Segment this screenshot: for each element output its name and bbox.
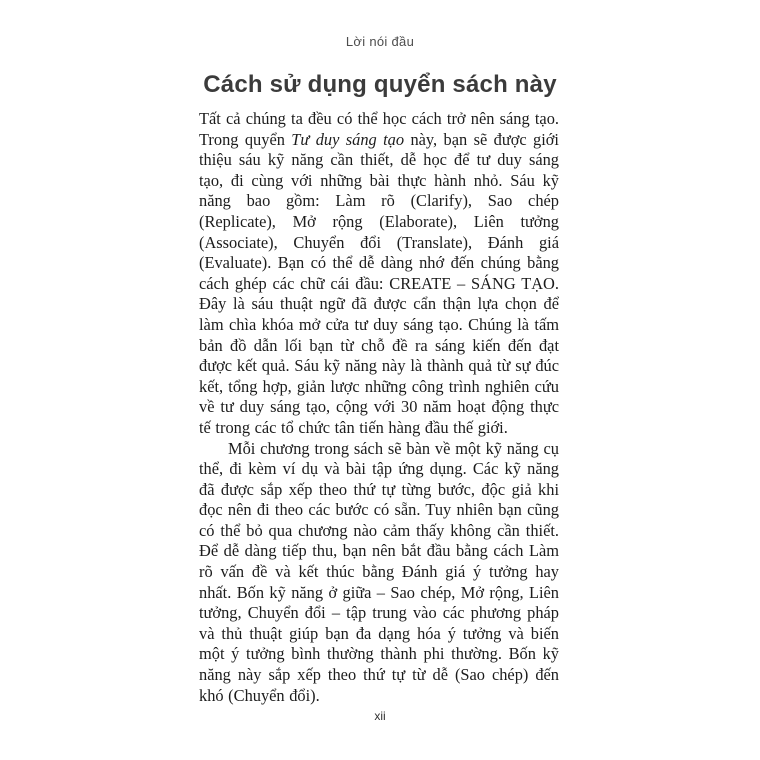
paragraph (199, 109, 559, 439)
body-text (199, 109, 559, 706)
text-segment: Mỗi chương trong sách sẽ bàn về một kỹ năng cụ thể, đi kèm ví dụ và bài tập ứng dụng. Các kỹ năng đã được sắp xếp theo thứ tự từng bước, độc giả khi đọc nên đi theo các bước có sẵn. Tuy nhiên bạn cũng có thể bỏ qua chương nào cảm thấy không cần thiết. Để dễ dàng tiếp thu, bạn nên bắt đầu bằng cách Làm rõ vấn đề và kết thúc bằng Đánh giá ý tưởng hay nhất. Bốn kỹ năng ở giữa – Sao chép, Mở rộng, Liên tưởng, Chuyển đổi – tập trung vào các phương pháp và thủ thuật giúp bạn đa dạng hóa ý tưởng và biến một ý tưởng bình thường thành phi thường. Bốn kỹ năng này sắp xếp theo thứ tự từ dễ (Sao chép) đến khó (Chuyển đổi). (199, 438, 559, 705)
text-segment: Tất cả chúng ta đều có thể học cách trở nên sáng tạo. Trong quyển (199, 109, 559, 149)
text-segment: này, bạn sẽ được giới thiệu sáu kỹ năng cần thiết, dễ học để tư duy sáng tạo, đi cùng với những bài thực hành nhỏ. Sáu kỹ năng bao gồm: Làm rõ (Clarify), Sao chép (Replicate), Mở rộng (Elaborate), Liên tưởng (Associate), Chuyển đổi (Translate), Đánh giá (Evaluate). Bạn có thể dễ dàng nhớ đến chúng bằng cách ghép các chữ cái đầu: CREATE – SÁNG TẠO. Đây là sáu thuật ngữ đã được cẩn thận lựa chọn để làm chìa khóa mở cửa tư duy sáng tạo. Chúng là tấm bản đồ dẫn lối bạn từ chỗ đề ra sáng kiến đến đạt được kết quả. Sáu kỹ năng này là thành quả từ sự đúc kết, tổng hợp, giản lược những công trình nghiên cứu về tư duy sáng tạo, cộng với 30 năm hoạt động thực tế trong các tổ chức tân tiến hàng đầu thế giới. (199, 129, 559, 437)
page-title: Cách sử dụng quyển sách này (203, 71, 557, 98)
paragraph (199, 439, 559, 707)
running-header: Lời nói đầu (345, 34, 415, 49)
page-number: xii (374, 709, 386, 723)
italic-text-segment: Tư duy sáng tạo (291, 129, 405, 149)
